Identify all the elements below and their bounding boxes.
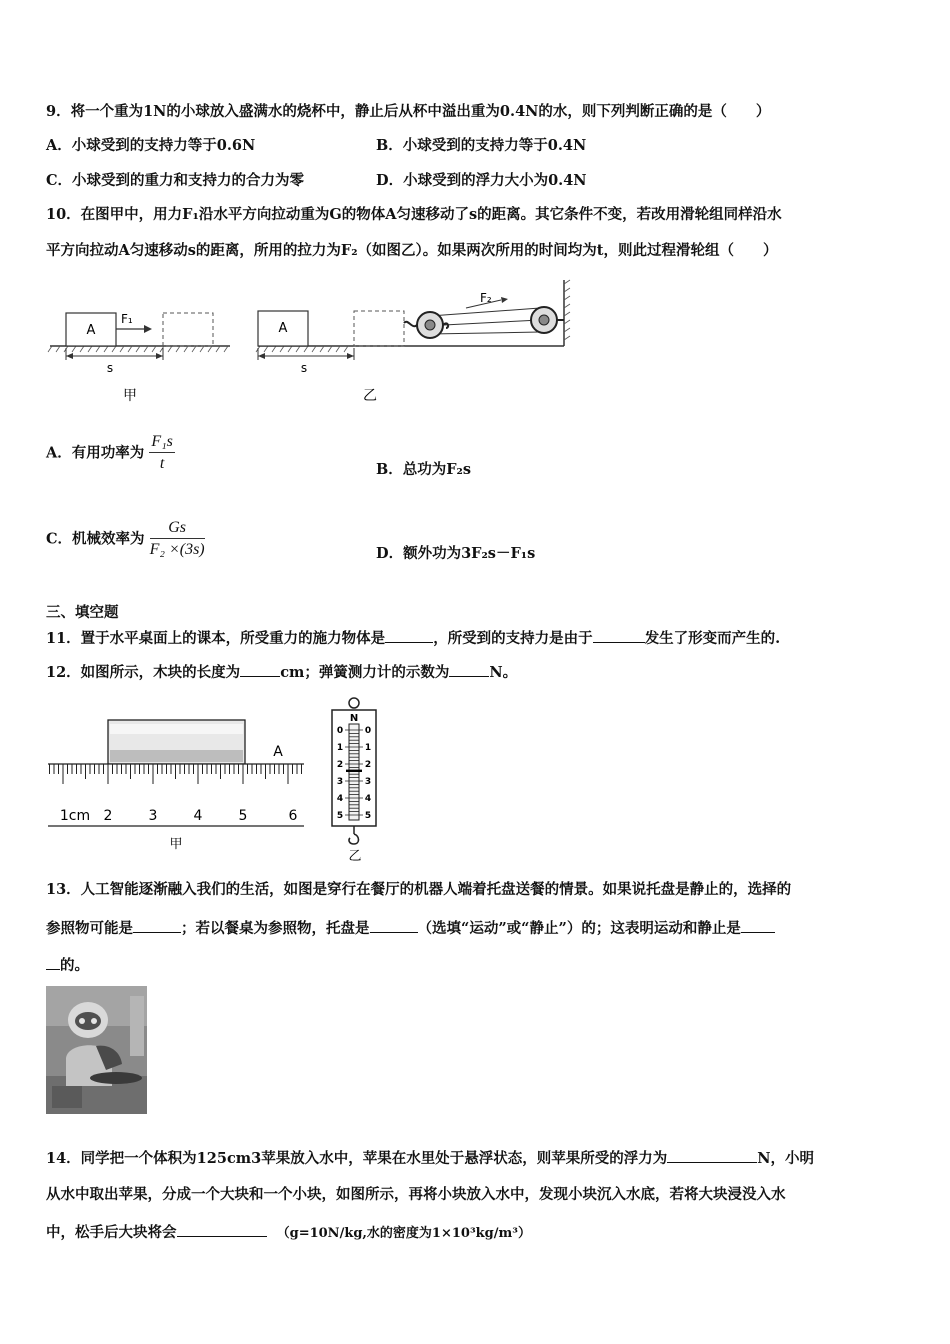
fraction-denominator: F₂ ×(3s) bbox=[149, 541, 205, 558]
f1-label: F₁ bbox=[121, 312, 133, 326]
q13-part3: （选填“运动”或“静止”）的；这表明运动和静止是 bbox=[417, 920, 741, 937]
ruler-label: 2 bbox=[103, 808, 113, 824]
spring-caption: 乙 bbox=[348, 849, 362, 864]
q10-figure bbox=[46, 278, 576, 408]
spring-tick: 5 bbox=[364, 811, 372, 821]
ruler-label: 3 bbox=[148, 808, 158, 824]
q10-stem-line1: 10．在图甲中，用力F₁沿水平方向拉动重为G的物体A匀速移动了s的距离。其它条件不变，若改用滑轮组同样沿水 bbox=[46, 206, 782, 223]
q10-option-c bbox=[46, 518, 205, 561]
answer-blank[interactable] bbox=[385, 628, 433, 643]
block-a-label-yi: A bbox=[278, 321, 288, 336]
distance-s-label-yi: s bbox=[300, 361, 308, 375]
q13-line1: 13．人工智能逐渐融入我们的生活，如图是穿行在餐厅的机器人端着托盘送餐的情景。如果说托盘是静止的，选择的 bbox=[46, 881, 792, 898]
spring-scale bbox=[332, 698, 376, 864]
spring-tick: 5 bbox=[336, 811, 344, 821]
q12-part3: N。 bbox=[489, 664, 518, 681]
q10-option-a bbox=[46, 432, 175, 475]
spring-tick: 1 bbox=[336, 743, 344, 753]
q10-option-c-label: C．机械效率为 bbox=[46, 530, 145, 548]
answer-blank[interactable] bbox=[667, 1148, 757, 1163]
q10-option-d: D．额外功为3F₂s－F₁s bbox=[376, 545, 536, 562]
q13-line2 bbox=[46, 918, 775, 939]
ruler-label: 4 bbox=[193, 808, 203, 824]
q9-stem: 9．将一个重为1N的小球放入盛满水的烧杯中，静止后从杯中溢出重为0.4N的水，则下列判断正确的是（ ） bbox=[46, 103, 771, 120]
answer-blank[interactable] bbox=[449, 662, 489, 677]
spring-unit: N bbox=[349, 713, 359, 724]
caption-yi: 乙 bbox=[363, 388, 377, 404]
spring-tick: 3 bbox=[364, 777, 372, 787]
q11-part3: 发生了形变而产生的. bbox=[644, 630, 781, 647]
distance-s-label: s bbox=[106, 361, 114, 375]
ruler-label: 6 bbox=[288, 808, 298, 824]
q14-part3: 中，松手后大块将会 bbox=[46, 1224, 177, 1241]
spring-tick: 0 bbox=[364, 726, 372, 736]
f2-label: F₂ bbox=[480, 291, 492, 305]
q14-part1: 14．同学把一个体积为125cm3苹果放入水中，苹果在水里处于悬浮状态，则苹果所受的浮力为 bbox=[46, 1150, 668, 1167]
q12-part1: 12．如图所示，木块的长度为 bbox=[46, 664, 241, 681]
q9-option-c: C．小球受到的重力和支持力的合力为零 bbox=[46, 172, 305, 189]
ruler-label: 5 bbox=[238, 808, 248, 824]
answer-blank[interactable] bbox=[370, 918, 418, 933]
q14-line1 bbox=[46, 1148, 814, 1169]
section-title: 三、填空题 bbox=[46, 604, 119, 621]
caption-jia: 甲 bbox=[123, 388, 137, 404]
ruler-block-label: A bbox=[273, 744, 283, 760]
spring-tick: 1 bbox=[364, 743, 372, 753]
q13-part2: ；若以餐桌为参照物，托盘是 bbox=[181, 920, 370, 937]
spring-tick: 4 bbox=[364, 794, 372, 804]
q10-option-a-label: A．有用功率为 bbox=[46, 444, 145, 462]
ruler-caption: 甲 bbox=[169, 837, 183, 852]
ruler-label: 1cm bbox=[59, 808, 91, 824]
q13-part4: 的。 bbox=[60, 957, 89, 974]
spring-tick: 0 bbox=[336, 726, 344, 736]
answer-blank[interactable] bbox=[240, 662, 280, 677]
q9-option-d: D．小球受到的浮力大小为0.4N bbox=[376, 172, 587, 189]
answer-blank[interactable] bbox=[133, 918, 181, 933]
q11 bbox=[46, 628, 780, 649]
q11-part1: 11．置于水平桌面上的课本，所受重力的施力物体是 bbox=[46, 630, 386, 647]
q13-line3 bbox=[46, 955, 89, 976]
robot-waiter-photo bbox=[46, 986, 147, 1114]
q14-line2: 从水中取出苹果，分成一个大块和一个小块，如图所示，再将小块放入水中，发现小块沉入水底，若将大块浸没入水 bbox=[46, 1186, 786, 1203]
q12 bbox=[46, 662, 517, 683]
q13-part1: 参照物可能是 bbox=[46, 920, 133, 937]
q10-stem-line2: 平方向拉动A匀速移动s的距离，所用的拉力为F₂（如图乙）。如果两次所用的时间均为t，则此过程滑轮组（ ） bbox=[46, 242, 778, 259]
spring-tick: 2 bbox=[364, 760, 372, 770]
q9-option-a: A．小球受到的支持力等于0.6N bbox=[46, 137, 256, 154]
ruler bbox=[48, 720, 304, 852]
answer-blank[interactable] bbox=[593, 628, 645, 643]
q10-option-c-fraction bbox=[150, 518, 205, 561]
q14-line3 bbox=[46, 1222, 531, 1244]
q10-option-b: B．总功为F₂s bbox=[376, 461, 472, 478]
q12-part2: cm；弹簧测力计的示数为 bbox=[280, 664, 450, 681]
fraction-denominator: t bbox=[159, 455, 165, 472]
q9-option-b: B．小球受到的支持力等于0.4N bbox=[376, 137, 587, 154]
fraction-numerator: Gs bbox=[150, 518, 205, 539]
q12-figure bbox=[46, 694, 386, 866]
q11-part2: ，所受到的支持力是由于 bbox=[433, 630, 593, 647]
answer-blank[interactable] bbox=[741, 918, 775, 933]
q14-part4: （g=10N/kg,水的密度为1×10³kg/m³） bbox=[276, 1226, 531, 1241]
spring-tick: 3 bbox=[336, 777, 344, 787]
answer-blank[interactable] bbox=[46, 955, 60, 970]
answer-blank[interactable] bbox=[177, 1222, 267, 1237]
figure-yi bbox=[256, 280, 570, 404]
q10-option-a-fraction bbox=[149, 432, 175, 475]
spring-tick: 2 bbox=[336, 760, 344, 770]
figure-jia bbox=[48, 312, 230, 404]
spring-tick: 4 bbox=[336, 794, 344, 804]
fraction-numerator: F₁s bbox=[149, 432, 175, 453]
block-a-label: A bbox=[86, 323, 96, 338]
q14-part2: N，小明 bbox=[757, 1150, 814, 1167]
